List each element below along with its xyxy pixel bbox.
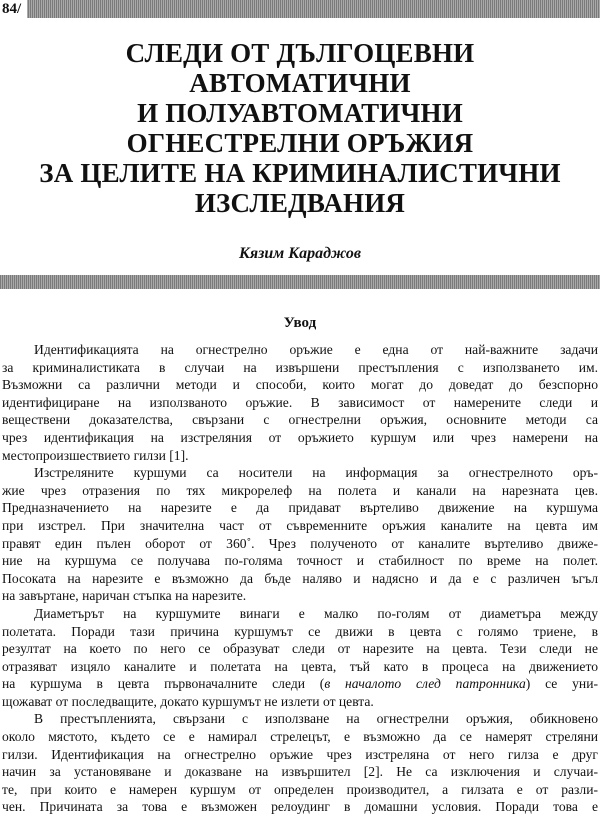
text-line: местопроизшествието гилзи [1]. (2, 447, 189, 463)
header-band (0, 0, 600, 18)
text-line: ние на куршума се получава по-голяма точност и стабилност по време на полет. (2, 553, 598, 569)
text-line: полетата. Поради тази причина куршумът се движи в цевта с голямо триене, в (2, 623, 598, 639)
author-name: Кязим Караджов (239, 245, 361, 262)
text-line: чен. Причината за това е възможен релоудинг в домашни условия. Поради това е (2, 799, 598, 815)
title-line: И ПОЛУАВТОМАТИЧНИ (137, 98, 463, 128)
text-line: на куршума в цевта първоначалните следи (в началото след патронника) се уни- (2, 676, 598, 692)
text-line: идентифициране на използваното оръжие. В зависимост от намерените следи и (2, 394, 598, 410)
text-line: на завъртане, наричан стъпка на нарезите. (2, 588, 247, 604)
text-line: Диаметърът на куршумите винаги е малко по-голям от диаметъра между (34, 605, 598, 621)
text-line: Предназначението на нарезите е да придават въртеливо движение на куршума (2, 500, 598, 516)
emphasis-text: в началото след патронника (324, 676, 526, 692)
page-number: 84/ (0, 0, 27, 18)
text-line: начин за установяване и доказване на извършител [2]. Не са изключения и случаи- (2, 764, 598, 780)
text-line: Изстреляните куршуми са носители на информация за огнестрелното оръ- (34, 465, 598, 481)
text-line: щожават от последващите, докато куршумът не излети от цевта. (2, 693, 374, 709)
body-text (2, 341, 598, 816)
text-line: те, при които е намерен куршум от определен производител, а гилзата е от разли- (2, 781, 598, 797)
text-line: чрез идентификация на изстреляния от оръжието куршум или чрез намерени на (2, 429, 598, 445)
text-line: В престъпленията, свързани с използване на огнестрелни оръжия, обикновено (34, 711, 598, 727)
text-line: Възможни са различни методи и способи, които могат до доведат до безспорно (2, 377, 598, 393)
text-line: за криминалистиката в случаи на извършени престъпления с използването им. (2, 359, 598, 375)
section-heading: Увод (283, 315, 317, 331)
title-line: СЛЕДИ ОТ ДЪЛГОЦЕВНИ (125, 38, 475, 68)
text-line: Посоката на нарезите е възможно да бъде наляво и надясно и да е с различен ъгъл (2, 570, 598, 586)
title-line: ОГНЕСТРЕЛНИ ОРЪЖИЯ (126, 128, 474, 158)
article-title (0, 38, 600, 218)
text-line: около мястото, където се е намирал стрелецът, е възможно да се намерят стреляни (2, 729, 598, 745)
separator-band (0, 275, 600, 289)
text-line: отразяват изцяло каналите и полетата на цевта, тъй като в процеса на движението (2, 658, 598, 674)
text-line: веществени доказателства, свързани с огнестрелни оръжия, основните методи са (2, 412, 598, 428)
text-line: резултат на което по него се образуват следи от нарезите на цевта. Тези следи не (2, 641, 598, 657)
title-line: ЗА ЦЕЛИТЕ НА КРИМИНАЛИСТИЧНИ (39, 158, 561, 188)
text-line: при изстрел. При значителна част от съвременните оръжия каналите на цевта им (2, 517, 598, 533)
text-line: правят един пълен оборот от 360˚. Чрез полученото от каналите въртеливо движе- (2, 535, 598, 551)
title-line: ИЗСЛЕДВАНИЯ (194, 188, 406, 218)
text-line: гилзи. Идентификация на огнестрелно оръжие чрез изстреляна от него гилза е друг (2, 746, 598, 762)
text-line: Идентификацията на огнестрелно оръжие е една от най-важните задачи (34, 342, 598, 357)
text-line: жие чрез отразения по тях микрорелеф на полета и канали на нарезната цев. (2, 482, 598, 498)
title-line: АВТОМАТИЧНИ (189, 68, 411, 98)
